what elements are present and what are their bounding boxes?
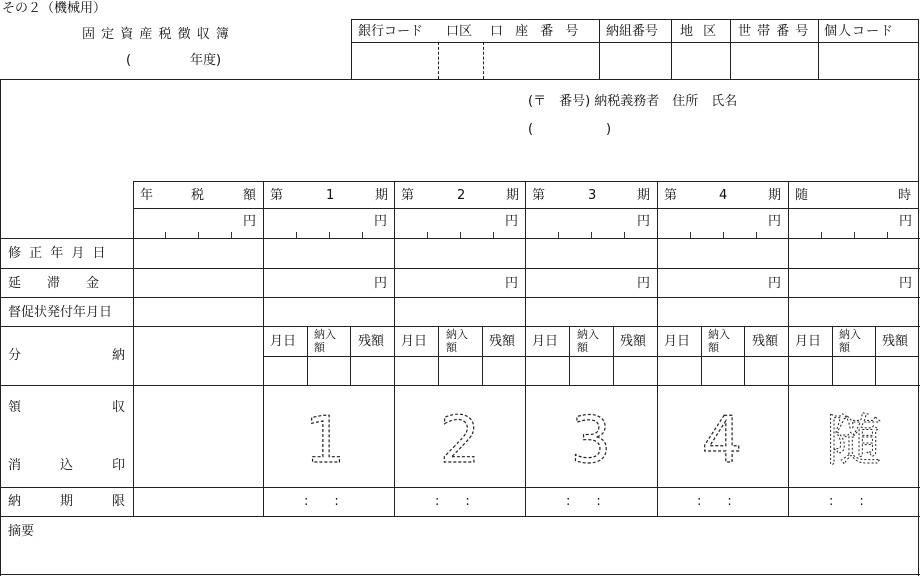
bank-code-header: 銀行コード <box>358 24 424 39</box>
installment-paid-header-bottom: 額 <box>708 341 719 354</box>
due-date-separators: : : <box>304 494 339 509</box>
installment-balance-header: 残額 <box>620 334 647 349</box>
household-number-header: 世 帯 番 号 <box>738 24 810 39</box>
period-1-amount-field[interactable] <box>264 209 394 238</box>
svg-text:随: 随 <box>826 409 882 468</box>
installment-paid-header-top: 納入 <box>446 328 468 341</box>
stamp-digit-2 <box>435 404 485 468</box>
district-header: 地 区 <box>680 24 720 39</box>
late-fee-label: 延 滞 金 <box>8 276 100 291</box>
period-3-header-c: 期 <box>637 188 651 203</box>
period-4-header-b: 4 <box>719 188 728 203</box>
period-2-header-c: 期 <box>506 188 520 203</box>
stamp-digit-3 <box>566 404 616 468</box>
annual-tax-header-2: 税 <box>191 188 205 203</box>
taxpayer-paren-close: ) <box>606 122 612 137</box>
memo-label: 摘要 <box>8 524 35 539</box>
svg-text:4: 4 <box>701 404 743 468</box>
late-fee-yen: 円 <box>374 276 388 291</box>
period-3-header-b: 3 <box>588 188 597 203</box>
period-2-header-b: 2 <box>457 188 466 203</box>
installment-date-header: 月日 <box>664 334 691 349</box>
installment-paid-header-top: 納入 <box>314 328 336 341</box>
late-fee-yen: 円 <box>768 276 782 291</box>
late-fee-yen: 円 <box>637 276 651 291</box>
due-date-separators: : : <box>697 494 732 509</box>
due-date-label-2: 期 <box>60 494 74 509</box>
personal-code-header: 個人コード <box>824 24 895 39</box>
correction-date-label: 修 正 年 月 日 <box>8 246 108 261</box>
year-open: ( <box>126 53 132 68</box>
branch-header: 口区 <box>446 24 473 39</box>
installment-date-header: 月日 <box>795 334 822 349</box>
personal-code-field[interactable] <box>819 43 918 79</box>
receipt-label-right: 収 <box>112 400 126 415</box>
fiscal-year-label: 年度) <box>190 53 222 68</box>
period-2-header-a: 第 <box>401 188 415 203</box>
installment-balance-header: 残額 <box>358 334 385 349</box>
period-1-header-c: 期 <box>375 188 389 203</box>
period-1-header-a: 第 <box>270 188 284 203</box>
branch-field[interactable] <box>439 43 483 79</box>
installment-paid-header-bottom: 額 <box>839 341 850 354</box>
installment-paid-header-bottom: 額 <box>314 341 325 354</box>
district-field[interactable] <box>672 43 730 79</box>
installment-label-left: 分 <box>8 348 22 363</box>
installment-paid-header-top: 納入 <box>708 328 730 341</box>
taxpayer-field[interactable] <box>2 81 916 181</box>
installment-balance-header: 残額 <box>882 334 909 349</box>
installment-balance-header: 残額 <box>752 334 779 349</box>
taxpayer-address-name: (〒 番号) 納税義務者 住所 氏名 <box>528 94 738 109</box>
installment-date-header: 月日 <box>270 334 297 349</box>
cancel-stamp-label-3: 印 <box>112 458 126 473</box>
installment-label-right: 納 <box>112 348 126 363</box>
adhoc-header-b: 時 <box>898 188 912 203</box>
reminder-date-label: 督促状発付年月日 <box>8 305 113 320</box>
memo-field[interactable] <box>2 540 916 573</box>
yen-unit: 円 <box>505 214 519 229</box>
yen-unit: 円 <box>899 214 913 229</box>
installment-paid-header-bottom: 額 <box>446 341 457 354</box>
cancel-stamp-label-2: 込 <box>60 458 74 473</box>
period-3-header-a: 第 <box>532 188 546 203</box>
stamp-adhoc-char <box>822 404 886 468</box>
annual-tax-header-3: 額 <box>243 188 257 203</box>
installment-date-header: 月日 <box>532 334 559 349</box>
due-date-label-3: 限 <box>112 494 126 509</box>
period-1-header-b: 1 <box>326 188 335 203</box>
due-date-separators: : : <box>566 494 601 509</box>
yen-unit: 円 <box>768 214 782 229</box>
installment-balance-header: 残額 <box>489 334 516 349</box>
due-date-label-1: 納 <box>8 494 22 509</box>
period-3-amount-field[interactable] <box>526 209 657 238</box>
taxpayer-paren-open: ( <box>528 122 534 137</box>
late-fee-yen: 円 <box>505 276 519 291</box>
installment-paid-header-bottom: 額 <box>577 341 588 354</box>
household-number-field[interactable] <box>731 43 818 79</box>
svg-text:2: 2 <box>439 404 481 468</box>
stamp-digit-1 <box>300 404 350 468</box>
cancel-stamp-label-1: 消 <box>8 458 22 473</box>
adhoc-amount-field[interactable] <box>789 209 918 238</box>
svg-text:3: 3 <box>570 404 612 468</box>
account-number-header: 口 座 番 号 <box>490 24 583 39</box>
form-id: その２（機械用） <box>2 1 107 16</box>
period-4-header-c: 期 <box>768 188 782 203</box>
installment-paid-header-top: 納入 <box>577 328 599 341</box>
ledger-title: 固 定 資 産 税 徴 収 簿 <box>82 27 230 42</box>
yen-unit: 円 <box>243 214 257 229</box>
installment-paid-header-top: 納入 <box>839 328 861 341</box>
annual-tax-amount-field[interactable] <box>134 209 263 238</box>
annual-tax-header-1: 年 <box>140 188 154 203</box>
due-date-separators: : : <box>829 494 864 509</box>
yen-unit: 円 <box>637 214 651 229</box>
period-4-amount-field[interactable] <box>658 209 788 238</box>
yen-unit: 円 <box>374 214 388 229</box>
adhoc-header-a: 随 <box>795 188 809 203</box>
due-date-separators: : : <box>435 494 470 509</box>
bank-code-field[interactable] <box>352 43 438 79</box>
receipt-label-left: 領 <box>8 400 22 415</box>
account-number-field[interactable] <box>484 43 599 79</box>
svg-text:1: 1 <box>304 404 346 468</box>
payment-group-header: 納組番号 <box>606 24 659 39</box>
installment-date-header: 月日 <box>401 334 428 349</box>
stamp-digit-4 <box>697 404 747 468</box>
payment-group-field[interactable] <box>600 43 671 79</box>
period-2-amount-field[interactable] <box>395 209 525 238</box>
late-fee-yen: 円 <box>899 276 913 291</box>
period-4-header-a: 第 <box>664 188 678 203</box>
